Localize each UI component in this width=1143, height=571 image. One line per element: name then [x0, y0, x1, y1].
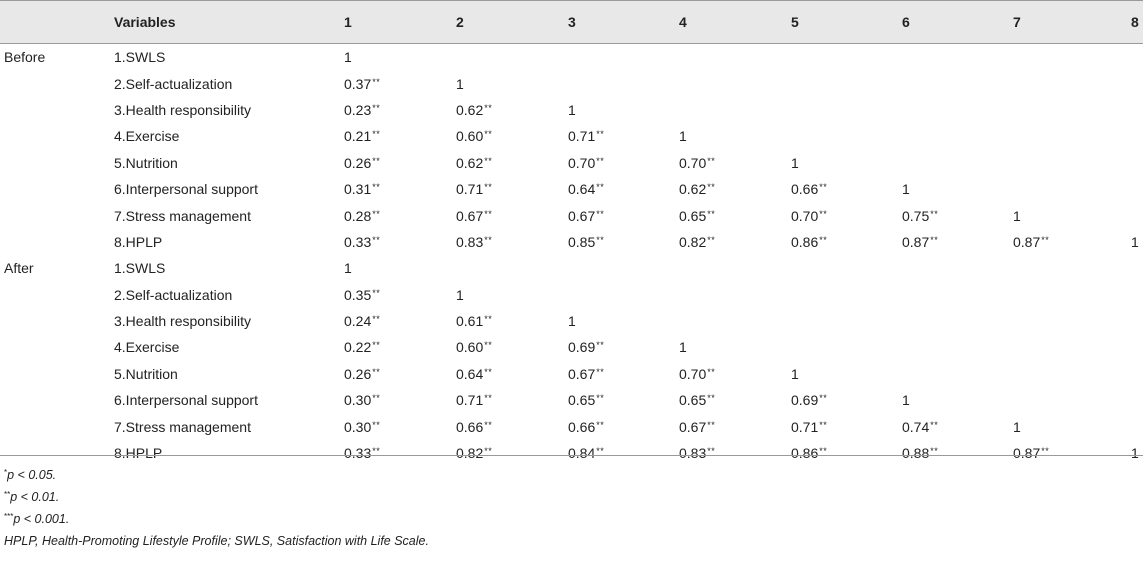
correlation-cell	[568, 70, 679, 96]
significance-mark: **	[930, 446, 939, 457]
correlation-cell	[1013, 308, 1131, 334]
correlation-cell	[1013, 361, 1131, 387]
correlation-cell	[679, 97, 791, 123]
significance-mark: **	[372, 314, 381, 325]
significance-mark: **	[1041, 446, 1050, 457]
group-label-empty	[0, 361, 114, 387]
correlation-cell	[1013, 334, 1131, 360]
significance-mark: **	[707, 208, 716, 219]
correlation-cell	[902, 44, 1013, 71]
significance-mark: **	[1041, 234, 1050, 245]
variable-name: 3.Health responsibility	[114, 313, 251, 330]
significance-mark: **	[707, 234, 716, 245]
table-header-row	[0, 1, 1143, 44]
correlation-cell: 1	[1013, 207, 1021, 224]
correlation-cell	[456, 255, 568, 281]
variable-name: 7.Stress management	[114, 418, 251, 435]
correlation-cell: 0.66**	[791, 181, 828, 198]
group-label-empty	[0, 282, 114, 308]
correlation-cell: 0.70**	[791, 207, 828, 224]
correlation-cell: 0.86**	[791, 445, 828, 462]
table-row	[0, 361, 1143, 387]
significance-mark: **	[372, 129, 381, 140]
significance-mark: **	[819, 446, 828, 457]
correlation-cell: 0.83**	[456, 233, 493, 250]
variable-name: 8.HPLP	[114, 445, 163, 462]
significance-mark: **	[484, 366, 493, 377]
correlation-cell	[1013, 282, 1131, 308]
variable-name: 3.Health responsibility	[114, 101, 251, 118]
footnotes	[4, 465, 429, 551]
correlation-cell: 0.22**	[344, 339, 381, 356]
correlation-cell: 0.30**	[344, 418, 381, 435]
correlation-cell: 0.67**	[456, 207, 493, 224]
correlation-cell	[791, 282, 902, 308]
table-row	[0, 255, 1143, 281]
correlation-cell	[902, 97, 1013, 123]
significance-mark: **	[484, 182, 493, 193]
significance-mark: **	[596, 366, 605, 377]
correlation-cell	[1013, 176, 1131, 202]
correlation-cell: 1	[1131, 445, 1139, 462]
group-label-empty	[0, 387, 114, 413]
correlation-cell: 0.87**	[1013, 233, 1050, 250]
correlation-cell	[1013, 97, 1131, 123]
group-label-empty	[0, 97, 114, 123]
significance-mark: **	[372, 182, 381, 193]
correlation-cell: 1	[456, 75, 464, 92]
correlation-cell: 1	[902, 392, 910, 409]
group-label: After	[4, 260, 34, 277]
correlation-cell: 1	[456, 286, 464, 303]
correlation-cell	[1013, 255, 1131, 281]
significance-mark: **	[596, 419, 605, 430]
significance-mark: **	[596, 155, 605, 166]
variable-name: 4.Exercise	[114, 128, 180, 145]
variable-name: 2.Self-actualization	[114, 75, 233, 92]
significance-mark: **	[372, 366, 381, 377]
significance-mark: **	[372, 234, 381, 245]
group-label-empty	[0, 413, 114, 439]
correlation-cell: 0.66**	[456, 418, 493, 435]
correlation-cell: 0.33**	[344, 233, 381, 250]
correlation-cell	[1131, 255, 1143, 281]
significance-mark: **	[372, 446, 381, 457]
group-label-empty	[0, 229, 114, 255]
group-label-empty	[0, 334, 114, 360]
correlation-cell: 0.84**	[568, 445, 605, 462]
significance-mark: **	[372, 393, 381, 404]
correlation-cell	[902, 70, 1013, 96]
significance-mark: **	[819, 419, 828, 430]
correlation-cell: 1	[344, 49, 352, 66]
significance-mark: **	[372, 76, 381, 87]
variable-name: 5.Nutrition	[114, 154, 178, 171]
correlation-cell	[1131, 123, 1143, 149]
correlation-cell: 0.60**	[456, 339, 493, 356]
significance-mark: **	[707, 366, 716, 377]
correlation-cell: 0.71**	[568, 128, 605, 145]
header-col-6: 6	[902, 14, 910, 30]
table-row	[0, 387, 1143, 413]
correlation-cell: 1	[791, 365, 799, 382]
correlation-cell	[1013, 387, 1131, 413]
correlation-cell	[791, 97, 902, 123]
header-col-3: 3	[568, 14, 576, 30]
correlation-cell: 1	[791, 154, 799, 171]
correlation-cell: 0.70**	[568, 154, 605, 171]
correlation-cell	[1131, 44, 1143, 71]
group-label-empty	[0, 123, 114, 149]
significance-mark: **	[930, 419, 939, 430]
variable-name: 7.Stress management	[114, 207, 251, 224]
correlation-cell	[1131, 202, 1143, 228]
group-label-empty	[0, 150, 114, 176]
table-row	[0, 176, 1143, 202]
correlation-cell	[679, 44, 791, 71]
correlation-cell: 1	[568, 101, 576, 118]
header-variables: Variables	[114, 14, 176, 30]
correlation-cell	[1131, 176, 1143, 202]
correlation-cell	[791, 44, 902, 71]
correlation-cell	[679, 282, 791, 308]
significance-mark: **	[819, 208, 828, 219]
correlation-cell	[1131, 387, 1143, 413]
correlation-cell: 0.62**	[456, 101, 493, 118]
correlation-cell: 0.65**	[679, 207, 716, 224]
correlation-cell: 0.26**	[344, 365, 381, 382]
correlation-cell: 0.85**	[568, 233, 605, 250]
correlation-cell	[1131, 97, 1143, 123]
group-label-empty	[0, 176, 114, 202]
correlation-cell	[1131, 282, 1143, 308]
group-label-empty	[0, 202, 114, 228]
table-row	[0, 70, 1143, 96]
correlation-cell: 0.60**	[456, 128, 493, 145]
significance-mark: **	[819, 393, 828, 404]
correlation-cell: 0.67**	[679, 418, 716, 435]
correlation-cell: 0.82**	[456, 445, 493, 462]
correlation-cell: 0.35**	[344, 286, 381, 303]
significance-mark: **	[484, 155, 493, 166]
correlation-cell: 0.61**	[456, 313, 493, 330]
significance-mark: **	[707, 182, 716, 193]
correlation-cell: 0.74**	[902, 418, 939, 435]
correlation-cell: 0.65**	[679, 392, 716, 409]
significance-mark: **	[372, 208, 381, 219]
correlation-cell: 1	[568, 313, 576, 330]
correlation-cell	[1131, 150, 1143, 176]
correlation-cell	[1013, 70, 1131, 96]
variable-name: 6.Interpersonal support	[114, 392, 258, 409]
correlation-cell: 1	[902, 181, 910, 198]
correlation-cell	[568, 282, 679, 308]
correlation-cell	[679, 70, 791, 96]
significance-mark: **	[484, 129, 493, 140]
correlation-cell: 0.28**	[344, 207, 381, 224]
header-col-4: 4	[679, 14, 687, 30]
significance-mark: **	[372, 287, 381, 298]
significance-mark: **	[484, 208, 493, 219]
correlation-cell: 1	[1013, 418, 1021, 435]
significance-mark: **	[372, 419, 381, 430]
correlation-cell	[679, 255, 791, 281]
group-label-empty	[0, 308, 114, 334]
significance-mark: **	[484, 419, 493, 430]
correlation-cell	[902, 308, 1013, 334]
correlation-cell: 0.70**	[679, 365, 716, 382]
table-row	[0, 413, 1143, 439]
correlation-cell: 0.21**	[344, 128, 381, 145]
correlation-cell	[902, 282, 1013, 308]
correlation-cell: 1	[344, 260, 352, 277]
significance-mark: **	[596, 208, 605, 219]
significance-mark: **	[707, 393, 716, 404]
significance-mark: **	[484, 234, 493, 245]
table-row	[0, 440, 1143, 466]
header-group-cell	[0, 1, 114, 44]
correlation-cell	[902, 123, 1013, 149]
table-row	[0, 44, 1143, 71]
correlation-cell	[1131, 308, 1143, 334]
correlation-cell: 0.23**	[344, 101, 381, 118]
correlation-cell: 0.87**	[902, 233, 939, 250]
correlation-cell: 1	[1131, 233, 1139, 250]
correlation-cell: 0.33**	[344, 445, 381, 462]
correlation-cell: 0.66**	[568, 418, 605, 435]
significance-mark: **	[707, 446, 716, 457]
header-col-2: 2	[456, 14, 464, 30]
correlation-cell: 0.64**	[456, 365, 493, 382]
correlation-cell: 0.71**	[791, 418, 828, 435]
significance-mark: **	[372, 155, 381, 166]
correlation-cell: 0.62**	[456, 154, 493, 171]
significance-mark: **	[819, 234, 828, 245]
significance-mark: **	[596, 182, 605, 193]
correlation-cell	[791, 70, 902, 96]
table-body	[0, 44, 1143, 467]
correlation-cell	[791, 334, 902, 360]
significance-mark: **	[819, 182, 828, 193]
correlation-cell: 0.67**	[568, 207, 605, 224]
correlation-cell	[1013, 44, 1131, 71]
correlation-cell	[1131, 334, 1143, 360]
correlation-cell	[568, 44, 679, 71]
table-row	[0, 229, 1143, 255]
table-row	[0, 334, 1143, 360]
variable-name: 1.SWLS	[114, 260, 166, 277]
variable-name: 5.Nutrition	[114, 365, 178, 382]
correlation-cell: 0.26**	[344, 154, 381, 171]
group-label-empty	[0, 70, 114, 96]
significance-mark: **	[484, 314, 493, 325]
correlation-cell	[902, 334, 1013, 360]
correlation-cell	[902, 361, 1013, 387]
variable-name: 1.SWLS	[114, 49, 166, 66]
significance-mark: **	[596, 234, 605, 245]
correlation-cell: 0.83**	[679, 445, 716, 462]
correlation-cell: 0.70**	[679, 154, 716, 171]
correlation-cell	[791, 255, 902, 281]
significance-mark: **	[372, 340, 381, 351]
table-row	[0, 282, 1143, 308]
footnote-1: *p < 0.05.	[4, 468, 57, 482]
significance-mark: **	[484, 340, 493, 351]
table-row	[0, 150, 1143, 176]
significance-mark: **	[484, 102, 493, 113]
variable-name: 2.Self-actualization	[114, 286, 233, 303]
correlation-cell	[791, 123, 902, 149]
correlation-cell	[1131, 361, 1143, 387]
correlation-cell	[568, 255, 679, 281]
correlation-cell: 0.88**	[902, 445, 939, 462]
correlation-cell	[1013, 123, 1131, 149]
correlation-cell: 0.69**	[568, 339, 605, 356]
significance-mark: **	[930, 234, 939, 245]
significance-mark: **	[707, 419, 716, 430]
significance-mark: **	[596, 129, 605, 140]
significance-mark: **	[484, 393, 493, 404]
significance-mark: **	[930, 208, 939, 219]
correlation-cell: 0.24**	[344, 313, 381, 330]
correlation-cell	[1131, 70, 1143, 96]
correlation-cell: 0.65**	[568, 392, 605, 409]
correlation-cell	[679, 308, 791, 334]
significance-mark: **	[707, 155, 716, 166]
correlation-cell: 0.67**	[568, 365, 605, 382]
correlation-cell: 1	[679, 339, 687, 356]
footnote-abbreviations: HPLP, Health-Promoting Lifestyle Profile; SWLS, Satisfaction with Life Scale.	[4, 534, 429, 548]
correlation-cell: 0.69**	[791, 392, 828, 409]
significance-mark: **	[596, 446, 605, 457]
significance-mark: **	[596, 393, 605, 404]
table-row	[0, 123, 1143, 149]
correlation-cell: 0.37**	[344, 75, 381, 92]
correlation-cell: 0.82**	[679, 233, 716, 250]
correlation-cell: 0.64**	[568, 181, 605, 198]
header-col-8: 8	[1131, 14, 1139, 30]
correlation-cell	[791, 308, 902, 334]
correlation-cell: 0.86**	[791, 233, 828, 250]
correlation-cell: 0.75**	[902, 207, 939, 224]
correlation-cell: 0.87**	[1013, 445, 1050, 462]
correlation-cell	[902, 255, 1013, 281]
header-col-5: 5	[791, 14, 799, 30]
table-row	[0, 202, 1143, 228]
correlation-cell: 0.71**	[456, 181, 493, 198]
group-label: Before	[4, 49, 46, 66]
correlation-cell: 1	[679, 128, 687, 145]
header-col-7: 7	[1013, 14, 1021, 30]
table-bottom-rule	[0, 455, 1143, 456]
variable-name: 4.Exercise	[114, 339, 180, 356]
variable-name: 8.HPLP	[114, 233, 163, 250]
significance-mark: **	[484, 446, 493, 457]
correlation-cell	[1131, 413, 1143, 439]
table-row	[0, 308, 1143, 334]
footnote-3: ***p < 0.001.	[4, 512, 70, 526]
correlation-cell: 0.30**	[344, 392, 381, 409]
correlation-cell: 0.71**	[456, 392, 493, 409]
correlation-cell: 0.31**	[344, 181, 381, 198]
correlation-cell	[1013, 150, 1131, 176]
correlation-cell: 0.62**	[679, 181, 716, 198]
correlation-cell	[902, 150, 1013, 176]
variable-name: 6.Interpersonal support	[114, 181, 258, 198]
significance-mark: **	[372, 102, 381, 113]
header-col-1: 1	[344, 14, 352, 30]
table-row	[0, 97, 1143, 123]
group-label-empty	[0, 440, 114, 466]
footnote-2: **p < 0.01.	[4, 490, 60, 504]
significance-mark: **	[596, 340, 605, 351]
correlation-cell	[456, 44, 568, 71]
